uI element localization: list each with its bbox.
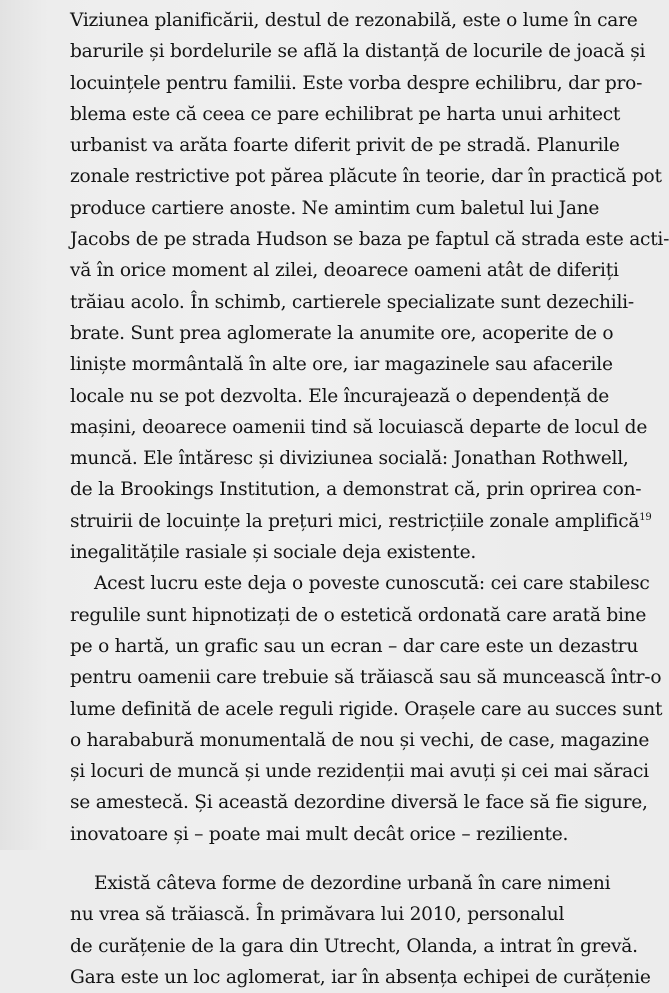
text-line: Viziunea planificării, destul de rezonabilă, este o lume în care <box>70 10 638 31</box>
text-line: trăiau acolo. În schimb, cartierele specializate sunt dezechili- <box>70 291 634 313</box>
text-line: nu vrea să trăiască. În primăvara lui 2010, personalul <box>70 904 565 926</box>
text-line: locuințele pentru familii. Este vorba despre echilibru, dar pro- <box>70 72 643 94</box>
text-line: vă în orice moment al zilei, deoarece oameni atât de diferiți <box>70 260 619 282</box>
paragraph-planning-vision <box>70 5 669 568</box>
text-line: regulile sunt hipnotizați de o estetică ordonată care arată bine <box>70 604 647 626</box>
text-line: blema este că ceea ce pare echilibrat pe harta unui arhitect <box>70 103 621 125</box>
text-line: barurile și bordelurile se află la distanță de locurile de joacă și <box>70 41 646 63</box>
text-line: Jacobs de pe strada Hudson se baza pe faptul că strada este acti- <box>70 229 669 251</box>
text-line: de la Brookings Institution, a demonstrat că, prin oprirea con- <box>70 479 642 501</box>
text-line: mașini, deoarece oamenii tind să locuiască departe de locul de <box>70 416 648 438</box>
text-line: brate. Sunt prea aglomerate la anumite ore, acoperite de o <box>70 322 614 344</box>
text-line: Există câteva forme de dezordine urbană în care nimeni <box>94 873 611 895</box>
text-line: zonale restrictive pot părea plăcute în teorie, dar în practică pot <box>70 166 662 188</box>
text-line: Gara este un loc aglomerat, iar în absența echipei de curățenie <box>70 966 651 988</box>
text-line: și locuri de muncă și unde rezidenții mai avuți și cei mai săraci <box>70 761 649 783</box>
text-line: inegalitățile rasiale și sociale deja existente. <box>70 542 476 564</box>
body-text <box>70 5 669 993</box>
text-line: pe o hartă, un grafic sau un ecran – dar care este un dezastru <box>70 635 639 657</box>
text-line: de curățenie de la gara din Utrecht, Olanda, a intrat în grevă. <box>70 935 638 957</box>
text-line: urbanist va arăta foarte diferit privit de pe stradă. Planurile <box>70 135 620 157</box>
text-line: lume definită de acele reguli rigide. Orașele care au succes sunt <box>70 698 663 720</box>
text-line-with-footnote <box>70 506 652 537</box>
text-line: Acest lucru este deja o poveste cunoscută: cei care stabilesc <box>94 573 650 595</box>
text-line: pentru oamenii care trebuie să trăiască sau să muncească într-o <box>70 667 662 689</box>
text-line: muncă. Ele întăresc și diviziunea socială: Jonathan Rothwell, <box>70 448 629 470</box>
paragraph-known-story <box>70 568 663 850</box>
footnote-marker: 19 <box>639 511 652 523</box>
text-line: inovatoare și – poate mai mult decât orice – reziliente. <box>70 823 569 845</box>
text-line: struirii de locuințe la prețuri mici, restricțiile zonale amplifică <box>70 510 640 532</box>
section-break <box>70 850 600 868</box>
text-line: produce cartiere anoste. Ne amintim cum baletul lui Jane <box>70 197 600 219</box>
text-line: se amestecă. Și această dezordine diversă le face să fie sigure, <box>70 792 648 814</box>
text-line: locale nu se pot dezvolta. Ele încurajează o dependență de <box>70 385 610 407</box>
text-line: liniște mormântală în alte ore, iar magazinele sau afacerile <box>70 354 613 376</box>
text-line: o harababură monumentală de nou și vechi, de case, magazine <box>70 729 650 751</box>
paragraph-urban-disorder <box>70 868 651 993</box>
